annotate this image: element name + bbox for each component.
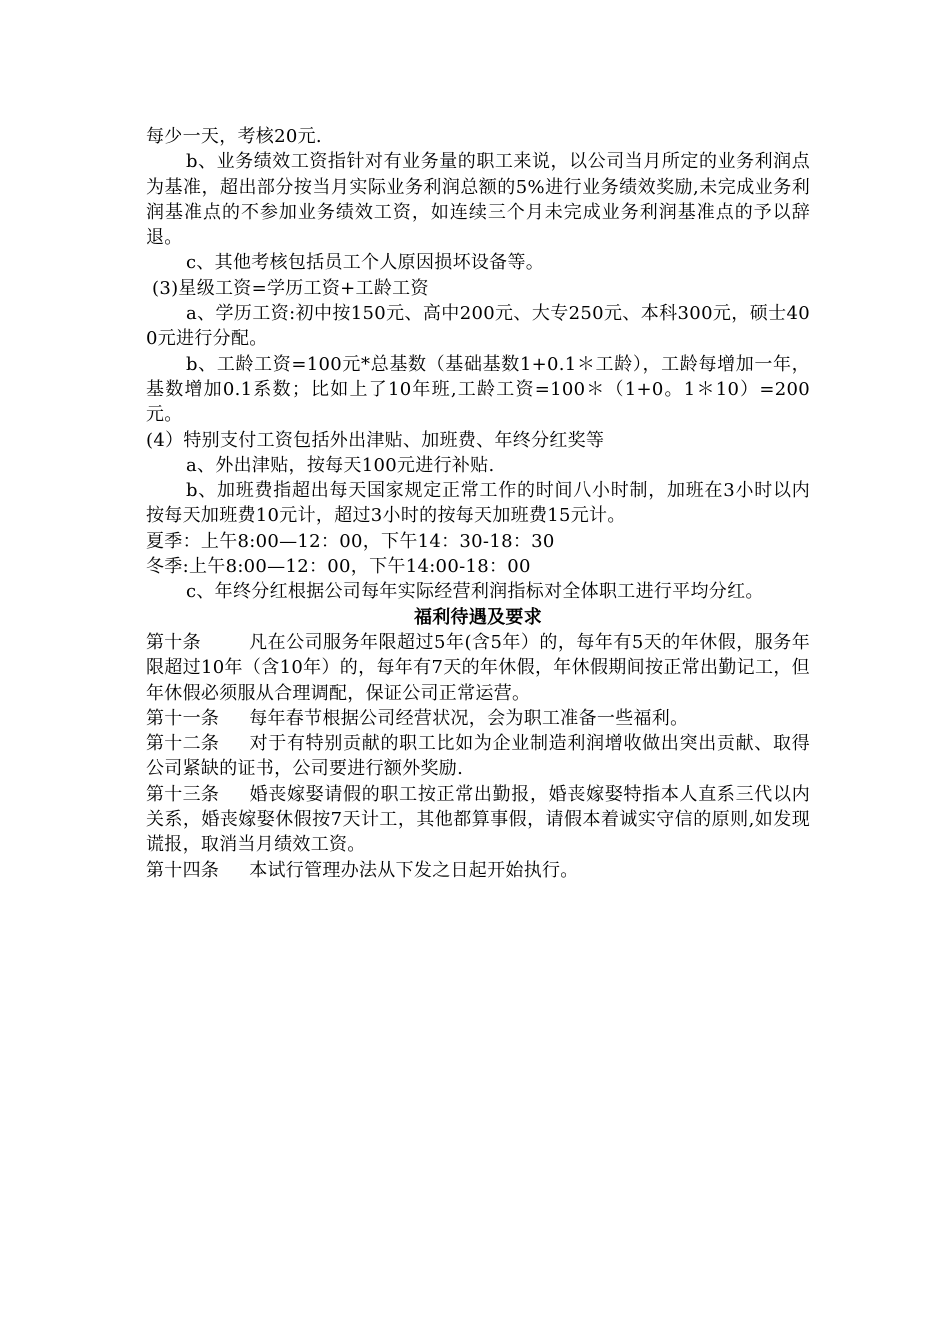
paragraph-special-payment: (4）特别支付工资包括外出津贴、加班费、年终分红奖等 [146,429,605,451]
article-13 [146,782,810,858]
paragraph-other-assessment: c、其他考核包括员工个人原因损坏设备等。 [186,252,545,274]
paragraph-seniority-salary: b、工龄工资=100元*总基数（基础基数1+0.1＊工龄），工龄每增加一年，基数增加0.1系数；比如上了10年班,工龄工资=100＊（1+0。1＊10）=200元。 [146,353,810,426]
paragraph-star-salary: (3)星级工资=学历工资+工龄工资 [152,277,429,299]
article-label: 第十一条 [146,707,220,729]
article-text: 每年春节根据公司经营状况，会为职工准备一些福利。 [249,707,689,729]
paragraph-performance-pay: b、业务绩效工资指针对有业务量的职工来说，以公司当月所定的业务利润点为基准，超出部分按当月实际业务利润总额的5%进行业务绩效奖励,未完成业务利润基准点的不参加业务绩效工资，如连续三个月未完成业务利润基准点的予以辞退。 [146,151,810,249]
article-label: 第十三条 [146,783,220,805]
paragraph-winter-hours: 冬季:上午8:00—12：00，下午14:00-18：00 [146,556,531,578]
section-heading: 福利待遇及要求 [413,606,543,628]
document-page [146,124,810,883]
article-12 [146,731,810,782]
article-10 [146,630,810,706]
article-text: 婚丧嫁娶请假的职工按正常出勤报，婚丧嫁娶特指本人直系三代以内关系，婚丧嫁娶休假按7天计工，其他都算事假，请假本着诚实守信的原则,如发现谎报，取消当月绩效工资。 [146,783,810,856]
paragraph-overtime-pay: b、加班费指超出每天国家规定正常工作的时间八小时制，加班在3小时以内按每天加班费10元计，超过3小时的按每天加班费15元计。 [146,480,810,527]
article-text: 凡在公司服务年限超过5年(含5年）的，每年有5天的年休假，服务年限超过10年（含10年）的，每年有7天的年休假，年休假期间按正常出勤记工，但年休假必须服从合理调配，保证公司正常运营。 [146,631,810,704]
article-text: 对于有特别贡献的职工比如为企业制造利润增收做出突出贡献、取得公司紧缺的证书，公司要进行额外奖励. [146,733,810,780]
article-label: 第十二条 [146,733,220,755]
article-text: 本试行管理办法从下发之日起开始执行。 [249,859,579,881]
article-11 [146,706,810,731]
article-label: 第十条 [146,631,201,653]
paragraph-year-end-bonus: c、年终分红根据公司每年实际经营利润指标对全体职工进行平均分红。 [186,581,764,603]
article-14 [146,858,810,883]
article-label: 第十四条 [146,859,220,881]
paragraph-travel-allowance: a、外出津贴，按每天100元进行补贴. [186,454,495,476]
paragraph-summer-hours: 夏季：上午8:00—12：00，下午14：30-18：30 [146,530,555,552]
paragraph-education-salary: a、学历工资:初中按150元、高中200元、大专250元、本科300元，硕士400元进行分配。 [146,303,810,350]
paragraph-attendance-deduction: 每少一天，考核20元. [146,126,322,147]
